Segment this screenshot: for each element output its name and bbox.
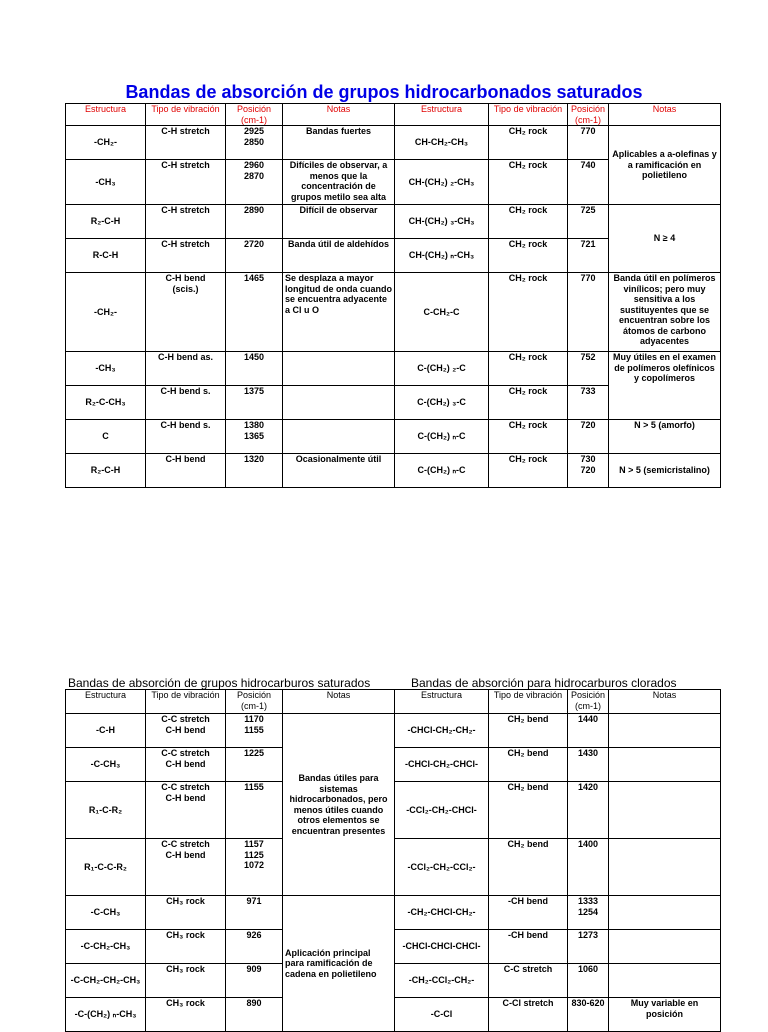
structure-cell: -CCl₂-CH₂-CCl₂- bbox=[395, 839, 489, 896]
structure-cell: -CH₂-CHCl-CH₂- bbox=[395, 896, 489, 930]
position-cell: 1440 bbox=[568, 714, 609, 748]
structure-cell: -CH₂- bbox=[66, 126, 146, 160]
table1-header-row bbox=[66, 104, 721, 126]
structure-cell: -CH₂- bbox=[66, 273, 146, 352]
structure-cell: -CCl₂-CH₂-CHCl- bbox=[395, 782, 489, 839]
position-cell: 1380 1365 bbox=[226, 420, 283, 454]
structure-cell: C-(CH₂) ₃-C bbox=[395, 386, 489, 420]
col-header: Estructura bbox=[395, 690, 489, 714]
col-header: Posición (cm-1) bbox=[568, 690, 609, 714]
vibration-cell: C-C stretch bbox=[489, 964, 568, 998]
notes-cell: Aplicables a a-olefinas y a ramificación en polietileno bbox=[609, 126, 721, 205]
structure-cell: CH-(CH₂) ₂-CH₃ bbox=[395, 160, 489, 205]
vibration-cell: CH₂ bend bbox=[489, 748, 568, 782]
table2-title-left: Bandas de absorción de grupos hidrocarburos saturados bbox=[68, 676, 371, 690]
position-cell: 1465 bbox=[226, 273, 283, 352]
vibration-cell: C-H bend (scis.) bbox=[146, 273, 226, 352]
notes-cell bbox=[609, 839, 721, 896]
col-header: Posición (cm-1) bbox=[568, 104, 609, 126]
structure-cell: R₁-C-C-R₂ bbox=[66, 839, 146, 896]
notes-cell: Aplicación principal para ramificación de cadena en polietileno bbox=[283, 896, 395, 1032]
vibration-cell: CH₂ rock bbox=[489, 126, 568, 160]
col-header: Notas bbox=[283, 104, 395, 126]
notes-cell: Bandas fuertes bbox=[283, 126, 395, 160]
structure-cell: -C-Cl bbox=[395, 998, 489, 1032]
position-cell: 971 bbox=[226, 896, 283, 930]
notes-cell bbox=[609, 714, 721, 748]
notes-cell: Difíciles de observar, a menos que la concentración de grupos metilo sea alta bbox=[283, 160, 395, 205]
structure-cell: C bbox=[66, 420, 146, 454]
vibration-cell: CH₃ rock bbox=[146, 998, 226, 1032]
table-row bbox=[66, 273, 721, 352]
notes-cell: Difícil de observar bbox=[283, 205, 395, 239]
vibration-cell: -CH bend bbox=[489, 896, 568, 930]
vibration-cell: C-H stretch bbox=[146, 160, 226, 205]
vibration-cell: C-H stretch bbox=[146, 239, 226, 273]
table-row bbox=[66, 205, 721, 239]
table2 bbox=[65, 689, 721, 1032]
position-cell: 1430 bbox=[568, 748, 609, 782]
structure-cell: C-(CH₂) ₂-C bbox=[395, 352, 489, 386]
notes-cell: N > 5 (amorfo) bbox=[609, 420, 721, 454]
position-cell: 721 bbox=[568, 239, 609, 273]
position-cell: 890 bbox=[226, 998, 283, 1032]
notes-cell bbox=[609, 930, 721, 964]
vibration-cell: CH₂ rock bbox=[489, 352, 568, 386]
vibration-cell: CH₂ rock bbox=[489, 205, 568, 239]
vibration-cell: CH₂ rock bbox=[489, 239, 568, 273]
position-cell: 770 bbox=[568, 273, 609, 352]
position-cell: 740 bbox=[568, 160, 609, 205]
vibration-cell: C-C stretch C-H bend bbox=[146, 839, 226, 896]
structure-cell: R-C-H bbox=[66, 239, 146, 273]
position-cell: 909 bbox=[226, 964, 283, 998]
position-cell: 2960 2870 bbox=[226, 160, 283, 205]
notes-cell: Muy variable en posición bbox=[609, 998, 721, 1032]
position-cell: 2925 2850 bbox=[226, 126, 283, 160]
notes-cell bbox=[609, 896, 721, 930]
vibration-cell: -CH bend bbox=[489, 930, 568, 964]
structure-cell: CH-(CH₂) ₙ-CH₃ bbox=[395, 239, 489, 273]
structure-cell: CH-CH₂-CH₃ bbox=[395, 126, 489, 160]
notes-cell: Bandas útiles para sistemas hidrocarbonados, pero menos útiles cuando otros elementos se encuentran presentes bbox=[283, 714, 395, 896]
structure-cell: -CH₂-CCl₂-CH₂- bbox=[395, 964, 489, 998]
vibration-cell: C-H bend as. bbox=[146, 352, 226, 386]
notes-cell bbox=[609, 782, 721, 839]
col-header: Notas bbox=[609, 104, 721, 126]
position-cell: 2720 bbox=[226, 239, 283, 273]
col-header: Posición (cm-1) bbox=[226, 104, 283, 126]
vibration-cell: CH₂ rock bbox=[489, 386, 568, 420]
table1 bbox=[65, 103, 721, 488]
position-cell: 926 bbox=[226, 930, 283, 964]
position-cell: 1155 bbox=[226, 782, 283, 839]
structure-cell: -C-(CH₂) ₙ-CH₃ bbox=[66, 998, 146, 1032]
vibration-cell: CH₂ bend bbox=[489, 839, 568, 896]
notes-cell bbox=[283, 352, 395, 386]
position-cell: 2890 bbox=[226, 205, 283, 239]
vibration-cell: CH₂ rock bbox=[489, 420, 568, 454]
vibration-cell: CH₂ rock bbox=[489, 454, 568, 488]
col-header: Notas bbox=[609, 690, 721, 714]
position-cell: 720 bbox=[568, 420, 609, 454]
structure-cell: C-(CH₂) ₙ-C bbox=[395, 420, 489, 454]
vibration-cell: CH₂ bend bbox=[489, 714, 568, 748]
col-header: Tipo de vibración bbox=[146, 690, 226, 714]
position-cell: 830-620 bbox=[568, 998, 609, 1032]
table1-title: Bandas de absorción de grupos hidrocarbonados saturados bbox=[125, 82, 643, 102]
notes-cell: N > 5 (semicristalino) bbox=[609, 454, 721, 488]
vibration-cell: CH₃ rock bbox=[146, 964, 226, 998]
position-cell: 1320 bbox=[226, 454, 283, 488]
notes-cell: Banda útil de aldehídos bbox=[283, 239, 395, 273]
structure-cell: -CHCl-CH₂-CHCl- bbox=[395, 748, 489, 782]
position-cell: 752 bbox=[568, 352, 609, 386]
vibration-cell: C-H stretch bbox=[146, 126, 226, 160]
notes-cell: Muy útiles en el examen de polímeros olefínicos y copolímeros bbox=[609, 352, 721, 420]
vibration-cell: C-H bend bbox=[146, 454, 226, 488]
structure-cell: R₂-C-H bbox=[66, 454, 146, 488]
notes-cell bbox=[283, 420, 395, 454]
structure-cell: -CHCl-CH₂-CH₂- bbox=[395, 714, 489, 748]
structure-cell: -CH₃ bbox=[66, 160, 146, 205]
col-header: Tipo de vibración bbox=[146, 104, 226, 126]
structure-cell: -C-CH₃ bbox=[66, 748, 146, 782]
col-header: Estructura bbox=[66, 690, 146, 714]
col-header: Posición (cm-1) bbox=[226, 690, 283, 714]
vibration-cell: C-C stretch C-H bend bbox=[146, 782, 226, 839]
structure-cell: R₁-C-R₂ bbox=[66, 782, 146, 839]
notes-cell: N ≥ 4 bbox=[609, 205, 721, 273]
notes-cell bbox=[609, 964, 721, 998]
notes-cell: Ocasionalmente útil bbox=[283, 454, 395, 488]
col-header: Notas bbox=[283, 690, 395, 714]
vibration-cell: C-Cl stretch bbox=[489, 998, 568, 1032]
notes-cell bbox=[609, 748, 721, 782]
position-cell: 1400 bbox=[568, 839, 609, 896]
vibration-cell: CH₃ rock bbox=[146, 896, 226, 930]
table-row bbox=[66, 454, 721, 488]
position-cell: 1170 1155 bbox=[226, 714, 283, 748]
position-cell: 1450 bbox=[226, 352, 283, 386]
col-header: Tipo de vibración bbox=[489, 104, 568, 126]
vibration-cell: C-C stretch C-H bend bbox=[146, 714, 226, 748]
position-cell: 730 720 bbox=[568, 454, 609, 488]
notes-cell: Banda útil en polímeros vinílicos; pero muy sensitiva a los sustituyentes que se encuentran sobre los átomos de carbono adyacentes bbox=[609, 273, 721, 352]
structure-cell: -CHCl-CHCl-CHCl- bbox=[395, 930, 489, 964]
position-cell: 770 bbox=[568, 126, 609, 160]
structure-cell: -C-CH₂-CH₃ bbox=[66, 930, 146, 964]
position-cell: 1420 bbox=[568, 782, 609, 839]
structure-cell: -C-CH₂-CH₂-CH₃ bbox=[66, 964, 146, 998]
table-row bbox=[66, 896, 721, 930]
vibration-cell: CH₂ bend bbox=[489, 782, 568, 839]
col-header: Estructura bbox=[66, 104, 146, 126]
notes-cell: Se desplaza a mayor longitud de onda cuando se encuentra adyacente a Cl u O bbox=[283, 273, 395, 352]
vibration-cell: CH₃ rock bbox=[146, 930, 226, 964]
vibration-cell: C-H bend s. bbox=[146, 386, 226, 420]
position-cell: 1273 bbox=[568, 930, 609, 964]
vibration-cell: C-H stretch bbox=[146, 205, 226, 239]
structure-cell: -C-CH₃ bbox=[66, 896, 146, 930]
col-header: Tipo de vibración bbox=[489, 690, 568, 714]
position-cell: 733 bbox=[568, 386, 609, 420]
vibration-cell: C-H bend s. bbox=[146, 420, 226, 454]
position-cell: 1225 bbox=[226, 748, 283, 782]
structure-cell: C-CH₂-C bbox=[395, 273, 489, 352]
table-row bbox=[66, 126, 721, 160]
structure-cell: C-(CH₂) ₙ-C bbox=[395, 454, 489, 488]
vibration-cell: CH₂ rock bbox=[489, 160, 568, 205]
structure-cell: R₂-C-H bbox=[66, 205, 146, 239]
vibration-cell: C-C stretch C-H bend bbox=[146, 748, 226, 782]
structure-cell: R₂-C-CH₃ bbox=[66, 386, 146, 420]
notes-cell bbox=[283, 386, 395, 420]
structure-cell: -CH₃ bbox=[66, 352, 146, 386]
position-cell: 1375 bbox=[226, 386, 283, 420]
structure-cell: CH-(CH₂) ₃-CH₃ bbox=[395, 205, 489, 239]
table-row bbox=[66, 714, 721, 748]
structure-cell: -C-H bbox=[66, 714, 146, 748]
table2-header-row bbox=[66, 690, 721, 714]
vibration-cell: CH₂ rock bbox=[489, 273, 568, 352]
position-cell: 1157 1125 1072 bbox=[226, 839, 283, 896]
position-cell: 1060 bbox=[568, 964, 609, 998]
table2-title-right: Bandas de absorción para hidrocarburos clorados bbox=[411, 676, 677, 690]
position-cell: 725 bbox=[568, 205, 609, 239]
col-header: Estructura bbox=[395, 104, 489, 126]
position-cell: 1333 1254 bbox=[568, 896, 609, 930]
table-row bbox=[66, 352, 721, 386]
table-row bbox=[66, 420, 721, 454]
